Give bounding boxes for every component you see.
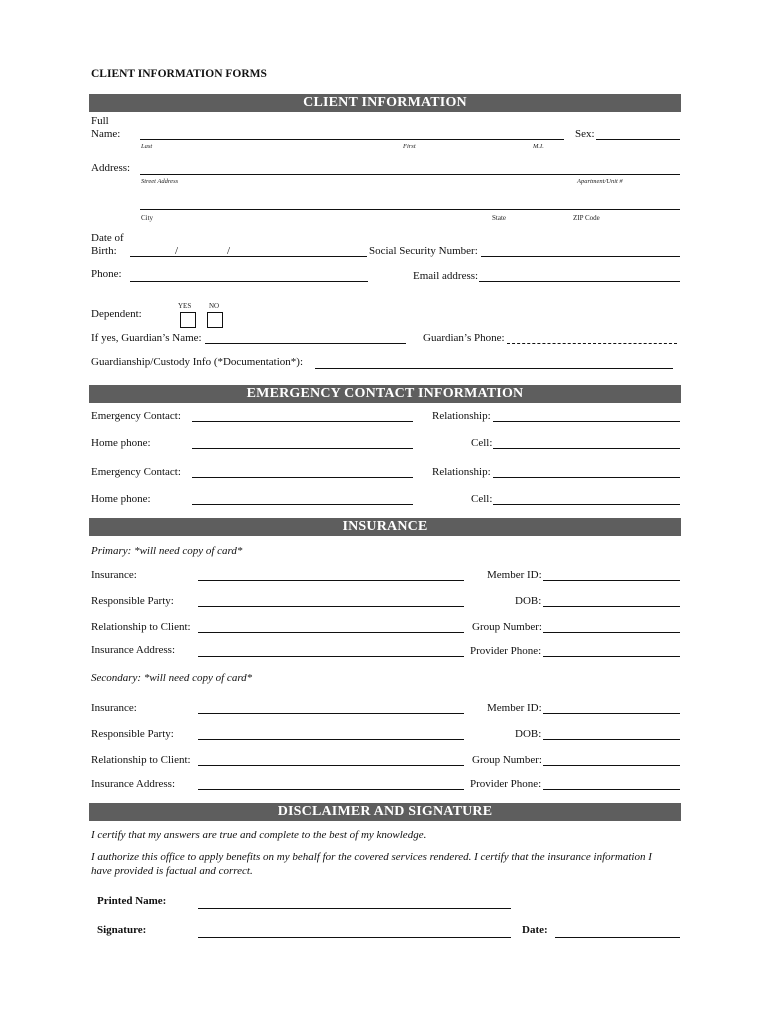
dob-label-primary: DOB: xyxy=(515,595,542,607)
email-label: Email address: xyxy=(413,270,479,282)
dob-separator-2: / xyxy=(227,245,231,257)
full-name-field[interactable] xyxy=(140,139,564,140)
dob-label-2: Birth: xyxy=(91,245,117,257)
phone-label: Phone: xyxy=(91,268,122,280)
group-number-field-secondary[interactable] xyxy=(543,765,680,766)
cell-label-2: Cell: xyxy=(471,493,493,505)
dob-field-primary[interactable] xyxy=(543,606,680,607)
street-address-field[interactable] xyxy=(140,174,680,175)
section-header-insurance: INSURANCE xyxy=(89,518,681,536)
address-label: Address: xyxy=(91,162,131,174)
email-field[interactable] xyxy=(479,281,680,282)
provider-phone-field-primary[interactable] xyxy=(543,656,680,657)
group-number-label-primary: Group Number: xyxy=(472,621,542,633)
document-title: CLIENT INFORMATION FORMS xyxy=(91,68,267,80)
responsible-party-label-secondary: Responsible Party: xyxy=(91,728,174,740)
dependent-yes-checkbox[interactable] xyxy=(180,312,196,328)
home-phone-label-2: Home phone: xyxy=(91,493,151,505)
section-header-disclaimer: DISCLAIMER AND SIGNATURE xyxy=(89,803,681,821)
insurance-label-secondary: Insurance: xyxy=(91,702,137,714)
insurance-address-label-primary: Insurance Address: xyxy=(91,644,176,656)
printed-name-field[interactable] xyxy=(198,908,511,909)
member-id-label-secondary: Member ID: xyxy=(487,702,542,714)
phone-field[interactable] xyxy=(130,281,368,282)
ssn-field[interactable] xyxy=(481,256,680,257)
emergency-contact-field-2[interactable] xyxy=(192,477,413,478)
home-phone-field-2[interactable] xyxy=(192,504,413,505)
group-number-label-secondary: Group Number: xyxy=(472,754,542,766)
dob-label-secondary: DOB: xyxy=(515,728,542,740)
cell-field-1[interactable] xyxy=(493,448,680,449)
dob-label-1: Date of xyxy=(91,232,124,244)
date-label: Date: xyxy=(522,924,548,936)
guardian-phone-label: Guardian’s Phone: xyxy=(423,332,505,344)
provider-phone-label-primary: Provider Phone: xyxy=(470,645,542,657)
guardian-name-field[interactable] xyxy=(205,343,406,344)
secondary-insurance-note: Secondary: *will need copy of card* xyxy=(91,672,253,684)
state-caption: State xyxy=(492,214,506,222)
date-field[interactable] xyxy=(555,937,680,938)
relationship-to-client-field-primary[interactable] xyxy=(198,632,464,633)
mi-caption: M.I. xyxy=(533,143,544,150)
relationship-to-client-label-secondary: Relationship to Client: xyxy=(91,754,191,766)
member-id-field-primary[interactable] xyxy=(543,580,680,581)
cell-field-2[interactable] xyxy=(493,504,680,505)
insurance-field-primary[interactable] xyxy=(198,580,464,581)
relationship-label-1: Relationship: xyxy=(432,410,491,422)
responsible-party-label-primary: Responsible Party: xyxy=(91,595,174,607)
first-name-caption: First xyxy=(403,143,416,150)
authorize-statement-line-2: have provided is factual and correct. xyxy=(91,865,253,877)
last-name-caption: Last xyxy=(141,143,153,150)
authorize-statement-line-1: I authorize this office to apply benefits on my behalf for the covered services rendered. I certify that the insurance information I xyxy=(91,851,652,863)
member-id-field-secondary[interactable] xyxy=(543,713,680,714)
emergency-contact-label-2: Emergency Contact: xyxy=(91,466,181,478)
member-id-label-primary: Member ID: xyxy=(487,569,542,581)
ssn-label: Social Security Number: xyxy=(369,245,478,257)
dob-separator-1: / xyxy=(175,245,179,257)
no-label: NO xyxy=(209,302,220,310)
dependent-label: Dependent: xyxy=(91,308,142,320)
dob-field-secondary[interactable] xyxy=(543,739,680,740)
insurance-address-field-secondary[interactable] xyxy=(198,789,464,790)
relationship-to-client-field-secondary[interactable] xyxy=(198,765,464,766)
insurance-label-primary: Insurance: xyxy=(91,569,137,581)
primary-insurance-note: Primary: *will need copy of card* xyxy=(91,545,243,557)
guardian-name-label: If yes, Guardian’s Name: xyxy=(91,332,202,344)
printed-name-label: Printed Name: xyxy=(97,895,167,907)
custody-info-field[interactable] xyxy=(315,368,673,369)
relationship-field-1[interactable] xyxy=(493,421,680,422)
street-address-caption: Street Address xyxy=(141,178,179,185)
relationship-field-2[interactable] xyxy=(493,477,680,478)
group-number-field-primary[interactable] xyxy=(543,632,680,633)
emergency-contact-field-1[interactable] xyxy=(192,421,413,422)
yes-label: YES xyxy=(178,302,192,310)
city-caption: City xyxy=(141,214,154,222)
section-header-emergency: EMERGENCY CONTACT INFORMATION xyxy=(89,385,681,403)
responsible-party-field-primary[interactable] xyxy=(198,606,464,607)
home-phone-label-1: Home phone: xyxy=(91,437,151,449)
relationship-to-client-label-primary: Relationship to Client: xyxy=(91,621,191,633)
zip-caption: ZIP Code xyxy=(573,214,600,222)
dependent-no-checkbox[interactable] xyxy=(207,312,223,328)
provider-phone-field-secondary[interactable] xyxy=(543,789,680,790)
custody-info-label: Guardianship/Custody Info (*Documentation*): xyxy=(91,356,304,368)
signature-field[interactable] xyxy=(198,937,511,938)
sex-label: Sex: xyxy=(575,128,595,140)
guardian-phone-field[interactable] xyxy=(507,343,677,344)
section-header-client: CLIENT INFORMATION xyxy=(89,94,681,112)
insurance-field-secondary[interactable] xyxy=(198,713,464,714)
apartment-caption: Apartment/Unit # xyxy=(577,178,623,185)
relationship-label-2: Relationship: xyxy=(432,466,491,478)
certify-statement: I certify that my answers are true and complete to the best of my knowledge. xyxy=(91,829,427,841)
insurance-address-label-secondary: Insurance Address: xyxy=(91,778,176,790)
full-name-label-1: Full xyxy=(91,115,109,127)
city-state-zip-field[interactable] xyxy=(140,209,680,210)
provider-phone-label-secondary: Provider Phone: xyxy=(470,778,542,790)
emergency-contact-label-1: Emergency Contact: xyxy=(91,410,181,422)
cell-label-1: Cell: xyxy=(471,437,493,449)
signature-label: Signature: xyxy=(97,924,147,936)
full-name-label-2: Name: xyxy=(91,128,121,140)
home-phone-field-1[interactable] xyxy=(192,448,413,449)
sex-field[interactable] xyxy=(596,139,680,140)
insurance-address-field-primary[interactable] xyxy=(198,656,464,657)
dob-field[interactable] xyxy=(130,256,367,257)
responsible-party-field-secondary[interactable] xyxy=(198,739,464,740)
